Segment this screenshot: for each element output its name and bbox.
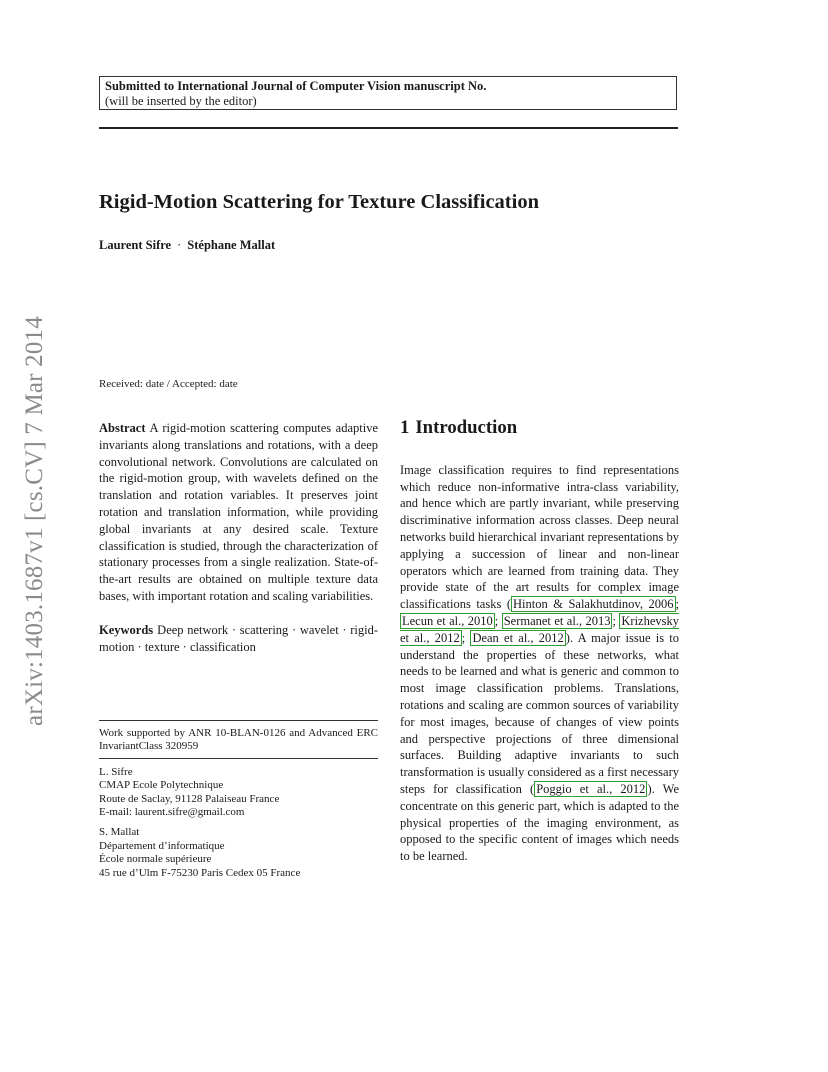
- left-column: [99, 420, 378, 655]
- editor-note-line: (will be inserted by the editor): [105, 93, 257, 108]
- arxiv-identifier: arXiv:1403.1687v1 [cs.CV] 7 Mar 2014: [21, 316, 48, 726]
- affiliation-line: L. Sifre: [99, 765, 133, 778]
- received-accepted-line: Received: date / Accepted: date: [99, 378, 238, 390]
- author-name: Laurent Sifre: [99, 238, 172, 252]
- citation-separator: ;: [494, 613, 502, 628]
- author2-affiliation: [99, 826, 378, 880]
- citation-link[interactable]: Sermanet et al., 2013: [503, 613, 611, 628]
- section-title: Introduction: [415, 417, 518, 438]
- abstract: [99, 420, 378, 605]
- affiliation-line: Route de Saclay, 91128 Palaiseau France: [99, 792, 280, 805]
- affiliation-line: Département d’informatique: [99, 839, 225, 852]
- arxiv-identifier-margin: [20, 296, 50, 746]
- keywords: [99, 622, 378, 656]
- affiliation-line: 45 rue d’Ulm F-75230 Paris Cedex 05 France: [99, 866, 301, 879]
- footnote-rule: [99, 758, 378, 759]
- right-column: [400, 417, 680, 865]
- citation-separator: ;: [461, 630, 471, 645]
- citation-separator: ;: [612, 613, 620, 628]
- author-email: E-mail: laurent.sifre@gmail.com: [99, 806, 245, 819]
- funding-footnote: Work supported by ANR 10-BLAN-0126 and Advanced ERC InvariantClass 320959: [99, 727, 378, 753]
- paper-title: Rigid-Motion Scattering for Texture Classification: [99, 191, 539, 213]
- footnote-rule: [99, 720, 378, 721]
- intro-text: ). A major issue is to understand the properties of these networks, what needs to be learned and what is generic and common to most image classification problems. Translations, rotations and scaling are common sources of variability for most images, because of changes of view points and perspective projections of three dimensional surfaces. Building adaptive invariants to such transformation is usually considered as a first necessary steps for classification (: [400, 630, 680, 796]
- citation-link[interactable]: Dean et al., 2012: [472, 630, 564, 645]
- affiliation-line: CMAP Ecole Polytechnique: [99, 779, 224, 792]
- author-name: Stéphane Mallat: [187, 238, 276, 252]
- keywords-label: Keywords: [99, 622, 154, 637]
- journal-header-box: [99, 76, 677, 110]
- affiliation-line: École normale supérieure: [99, 853, 212, 866]
- citation-link[interactable]: Poggio et al., 2012: [536, 781, 646, 796]
- section-number: 1: [400, 417, 410, 438]
- author-list: [99, 238, 275, 253]
- keywords-text: Deep network · scattering · wavelet · rigid-motion · texture · classification: [99, 622, 378, 654]
- abstract-label: Abstract: [99, 421, 146, 435]
- intro-text: ). We concentrate on this generic part, which is adapted to the physical properties of the imaging environment, as opposed to the specific content of images which needs to be learned.: [400, 781, 680, 864]
- citation-link[interactable]: Lecun et al., 2010: [402, 613, 493, 628]
- author-separator: ·: [177, 238, 182, 252]
- author1-affiliation: [99, 766, 378, 820]
- section-heading: [400, 417, 679, 438]
- introduction-paragraph: [400, 462, 679, 865]
- citation-link[interactable]: Hinton & Salakhutdinov, 2006: [513, 597, 674, 612]
- header-rule: [99, 127, 678, 129]
- journal-submission-line: Submitted to International Journal of Computer Vision manuscript No.: [105, 79, 487, 93]
- intro-text: Image classification requires to find representations which reduce non-informative intra-class variability, and hence which are partly invariant, while preserving discriminative information across classes. Deep neural networks build hierarchical invariant representations by applying a succession of linear and non-linear operators which are learned from training data. They provide state of the art results for complex image classifications tasks (: [400, 462, 679, 612]
- citation-separator: ;: [675, 597, 679, 612]
- abstract-text: A rigid-motion scattering computes adaptive invariants along translations and rotations, with a deep convolutional network. Convolutions are calculated on the rigid-motion group, with wavelets defined on the translation and rotation variables. It preserves joint rotation and translation information, while providing global invariants at any desired scale. Texture classification is studied, through the characterization of stationary processes from a single realization. State-of-the-art results are obtained on multiple texture data bases, with important rotation and scaling variabilities.: [99, 421, 378, 603]
- footnotes: [99, 720, 378, 880]
- citation-link[interactable]: Krizhevsky et al., 2012: [400, 613, 679, 645]
- affiliation-line: S. Mallat: [99, 826, 140, 839]
